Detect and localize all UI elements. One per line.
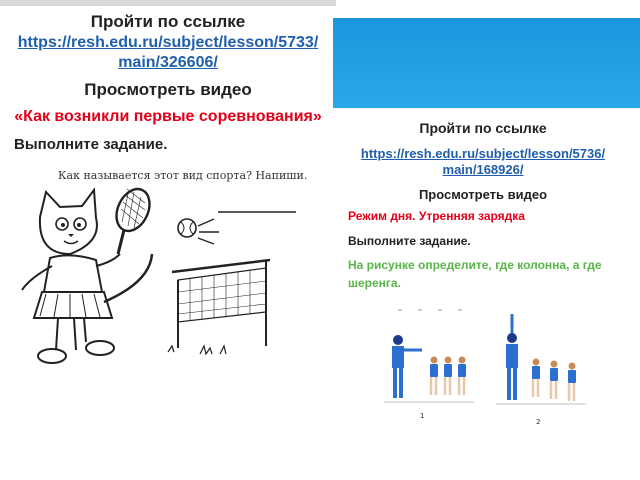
figure-1-line-group [384, 335, 474, 420]
left-instruction: Пройти по ссылке [90, 12, 246, 31]
right-video-title: Режим дня. Утренняя зарядка [348, 209, 525, 223]
top-border [0, 0, 336, 6]
column-and-line-illustration [336, 304, 630, 434]
right-link-line1[interactable]: https://resh.edu.ru/subject/lesson/5736/ [360, 146, 606, 161]
left-worksheet-question: Как называется этот вид спорта? Напиши. [58, 169, 308, 182]
left-lesson-link[interactable] [0, 33, 336, 73]
figure-2-column-group [496, 314, 586, 426]
left-watch-video: Просмотреть видео [84, 80, 252, 99]
right-lesson-link[interactable] [336, 146, 630, 178]
left-link-line1[interactable]: https://resh.edu.ru/subject/lesson/5733/ [17, 34, 319, 51]
left-link-line2[interactable]: main/326606/ [118, 54, 218, 71]
right-watch-video: Просмотреть видео [418, 187, 548, 202]
right-blue-banner [333, 18, 640, 108]
figure-label-2: 2 [536, 418, 541, 426]
right-link-line2[interactable]: main/168926/ [442, 162, 524, 177]
right-task-heading: Выполните задание. [348, 234, 471, 248]
figure-label-1: 1 [420, 412, 425, 420]
left-video-title: «Как возникли первые соревнования» [14, 108, 322, 125]
right-instruction: Пройти по ссылке [419, 120, 547, 136]
left-task-heading: Выполните задание. [14, 136, 168, 153]
right-question: На рисунке определите, где колонна, а где шеренга. [348, 258, 602, 290]
tennis-cat-illustration [0, 162, 336, 382]
right-slide [336, 108, 630, 428]
